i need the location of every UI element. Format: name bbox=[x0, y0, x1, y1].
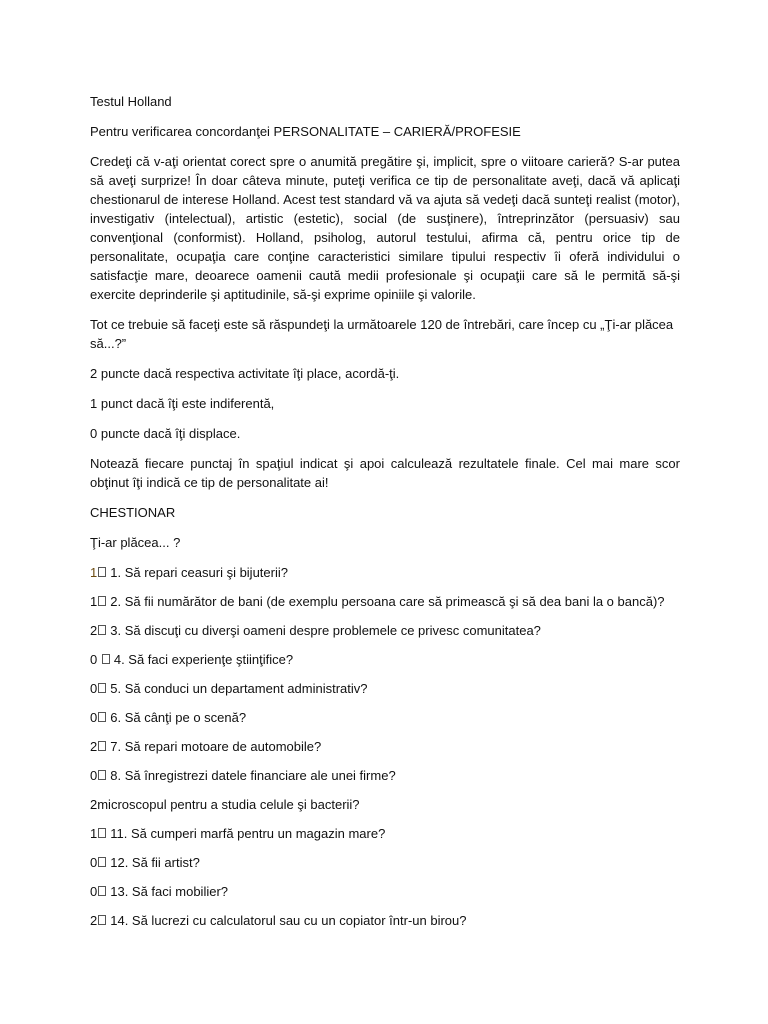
answer-box bbox=[98, 741, 106, 751]
question-text: 6. Să cânţi pe o scenă? bbox=[110, 710, 247, 725]
question-text: 2. Să fii numărător de bani (de exemplu persoana care să primească şi să dea bani la o bancă)? bbox=[110, 594, 665, 609]
intro-paragraph: Credeţi că v-aţi orientat corect spre o anumită pregătire şi, implicit, spre o viitoare carieră? S-ar putea să aveţi surprize! În doar câteva minute, puteţi verifica ce tip de personalitate aveţi, dacă vă aplicaţi chestionarul de interese Holland. Acest test standard vă va ajuta să vedeţi dacă sunteţi realist (motor), investigativ (intelectual), artistic (estetic), social (de susţinere), întreprinzător (persuasiv) sau convenţional (conformist). Holland, psiholog, autorul testului, afirma că, pentru orice tip de personalitate, ocupaţia care conţine caracteristici similare tipului respectiv îi oferă individului o satisfacţie mare, deoarece oamenii caută medii profesionale şi ocupaţii care să le permită să-şi exercite deprinderile şi aptitudinile, să-şi exprime opiniile şi valorile. bbox=[90, 154, 680, 302]
answer-score: 1 bbox=[90, 565, 98, 580]
answer-score: 2 bbox=[90, 739, 98, 754]
answer-box bbox=[98, 770, 106, 780]
answer-box bbox=[98, 567, 106, 577]
instructions-paragraph: Tot ce trebuie să faceţi este să răspundeţi la următoarele 120 de întrebări, care încep cu „Ţi-ar plăcea să...?” bbox=[90, 317, 674, 351]
question-item bbox=[90, 766, 680, 785]
section-heading: CHESTIONAR bbox=[90, 505, 176, 520]
question-list bbox=[90, 563, 680, 930]
answer-score: 0 bbox=[90, 768, 98, 783]
answer-box bbox=[102, 654, 110, 664]
question-item bbox=[90, 853, 680, 872]
answer-box bbox=[98, 828, 106, 838]
question-item bbox=[90, 824, 680, 843]
scoring-note: Notează fiecare punctaj în spaţiul indicat şi apoi calculează rezultatele finale. Cel mai mare scor obţinut îţi indică ce tip de personalitate ai! bbox=[90, 456, 680, 490]
answer-score: 1 bbox=[90, 826, 98, 841]
scoring-rule-zero-points: 0 puncte dacă îţi displace. bbox=[90, 426, 241, 441]
answer-score: 1 bbox=[90, 594, 98, 609]
answer-score: 0 bbox=[90, 855, 98, 870]
question-text: 13. Să faci mobilier? bbox=[110, 884, 229, 899]
answer-score: 0 bbox=[90, 710, 98, 725]
question-text: 12. Să fii artist? bbox=[110, 855, 200, 870]
question-item bbox=[90, 737, 680, 756]
scoring-rule-two-points: 2 puncte dacă respectiva activitate îţi place, acordă-ţi. bbox=[90, 366, 400, 381]
answer-box bbox=[98, 596, 106, 606]
answer-score: 0 bbox=[90, 884, 98, 899]
questionnaire-prompt: Ţi-ar plăcea... ? bbox=[90, 535, 181, 550]
question-text: 4. Să faci experienţe ştiinţifice? bbox=[113, 652, 294, 667]
document-subtitle: Pentru verificarea concordanţei PERSONALITATE – CARIERĂ/PROFESIE bbox=[90, 124, 521, 139]
question-text: 5. Să conduci un departament administrativ? bbox=[110, 681, 368, 696]
answer-box bbox=[98, 625, 106, 635]
question-item bbox=[90, 795, 680, 814]
question-item bbox=[90, 650, 680, 669]
question-item bbox=[90, 911, 680, 930]
answer-box bbox=[98, 857, 106, 867]
question-item bbox=[90, 563, 680, 582]
question-item bbox=[90, 679, 680, 698]
question-text: 1. Să repari ceasuri şi bijuterii? bbox=[110, 565, 288, 580]
scoring-rule-one-point: 1 punct dacă îţi este indiferentă, bbox=[90, 396, 275, 411]
question-text: 2microscopul pentru a studia celule şi bacterii? bbox=[90, 797, 360, 812]
answer-box bbox=[98, 683, 106, 693]
answer-box bbox=[98, 712, 106, 722]
answer-box bbox=[98, 915, 106, 925]
answer-score: 0 bbox=[90, 652, 101, 667]
answer-score: 2 bbox=[90, 623, 98, 638]
answer-box bbox=[98, 886, 106, 896]
document-page bbox=[90, 92, 680, 940]
question-item bbox=[90, 882, 680, 901]
question-item bbox=[90, 708, 680, 727]
question-text: 3. Să discuţi cu diverşi oameni despre problemele ce privesc comunitatea? bbox=[110, 623, 541, 638]
answer-score: 0 bbox=[90, 681, 98, 696]
document-title: Testul Holland bbox=[90, 94, 172, 109]
question-text: 14. Să lucrezi cu calculatorul sau cu un copiator într-un birou? bbox=[110, 913, 467, 928]
question-text: 7. Să repari motoare de automobile? bbox=[110, 739, 322, 754]
question-item bbox=[90, 592, 680, 611]
answer-score: 2 bbox=[90, 913, 98, 928]
question-text: 8. Să înregistrezi datele financiare ale unei firme? bbox=[110, 768, 396, 783]
question-item bbox=[90, 621, 680, 640]
question-text: 11. Să cumperi marfă pentru un magazin mare? bbox=[110, 826, 386, 841]
